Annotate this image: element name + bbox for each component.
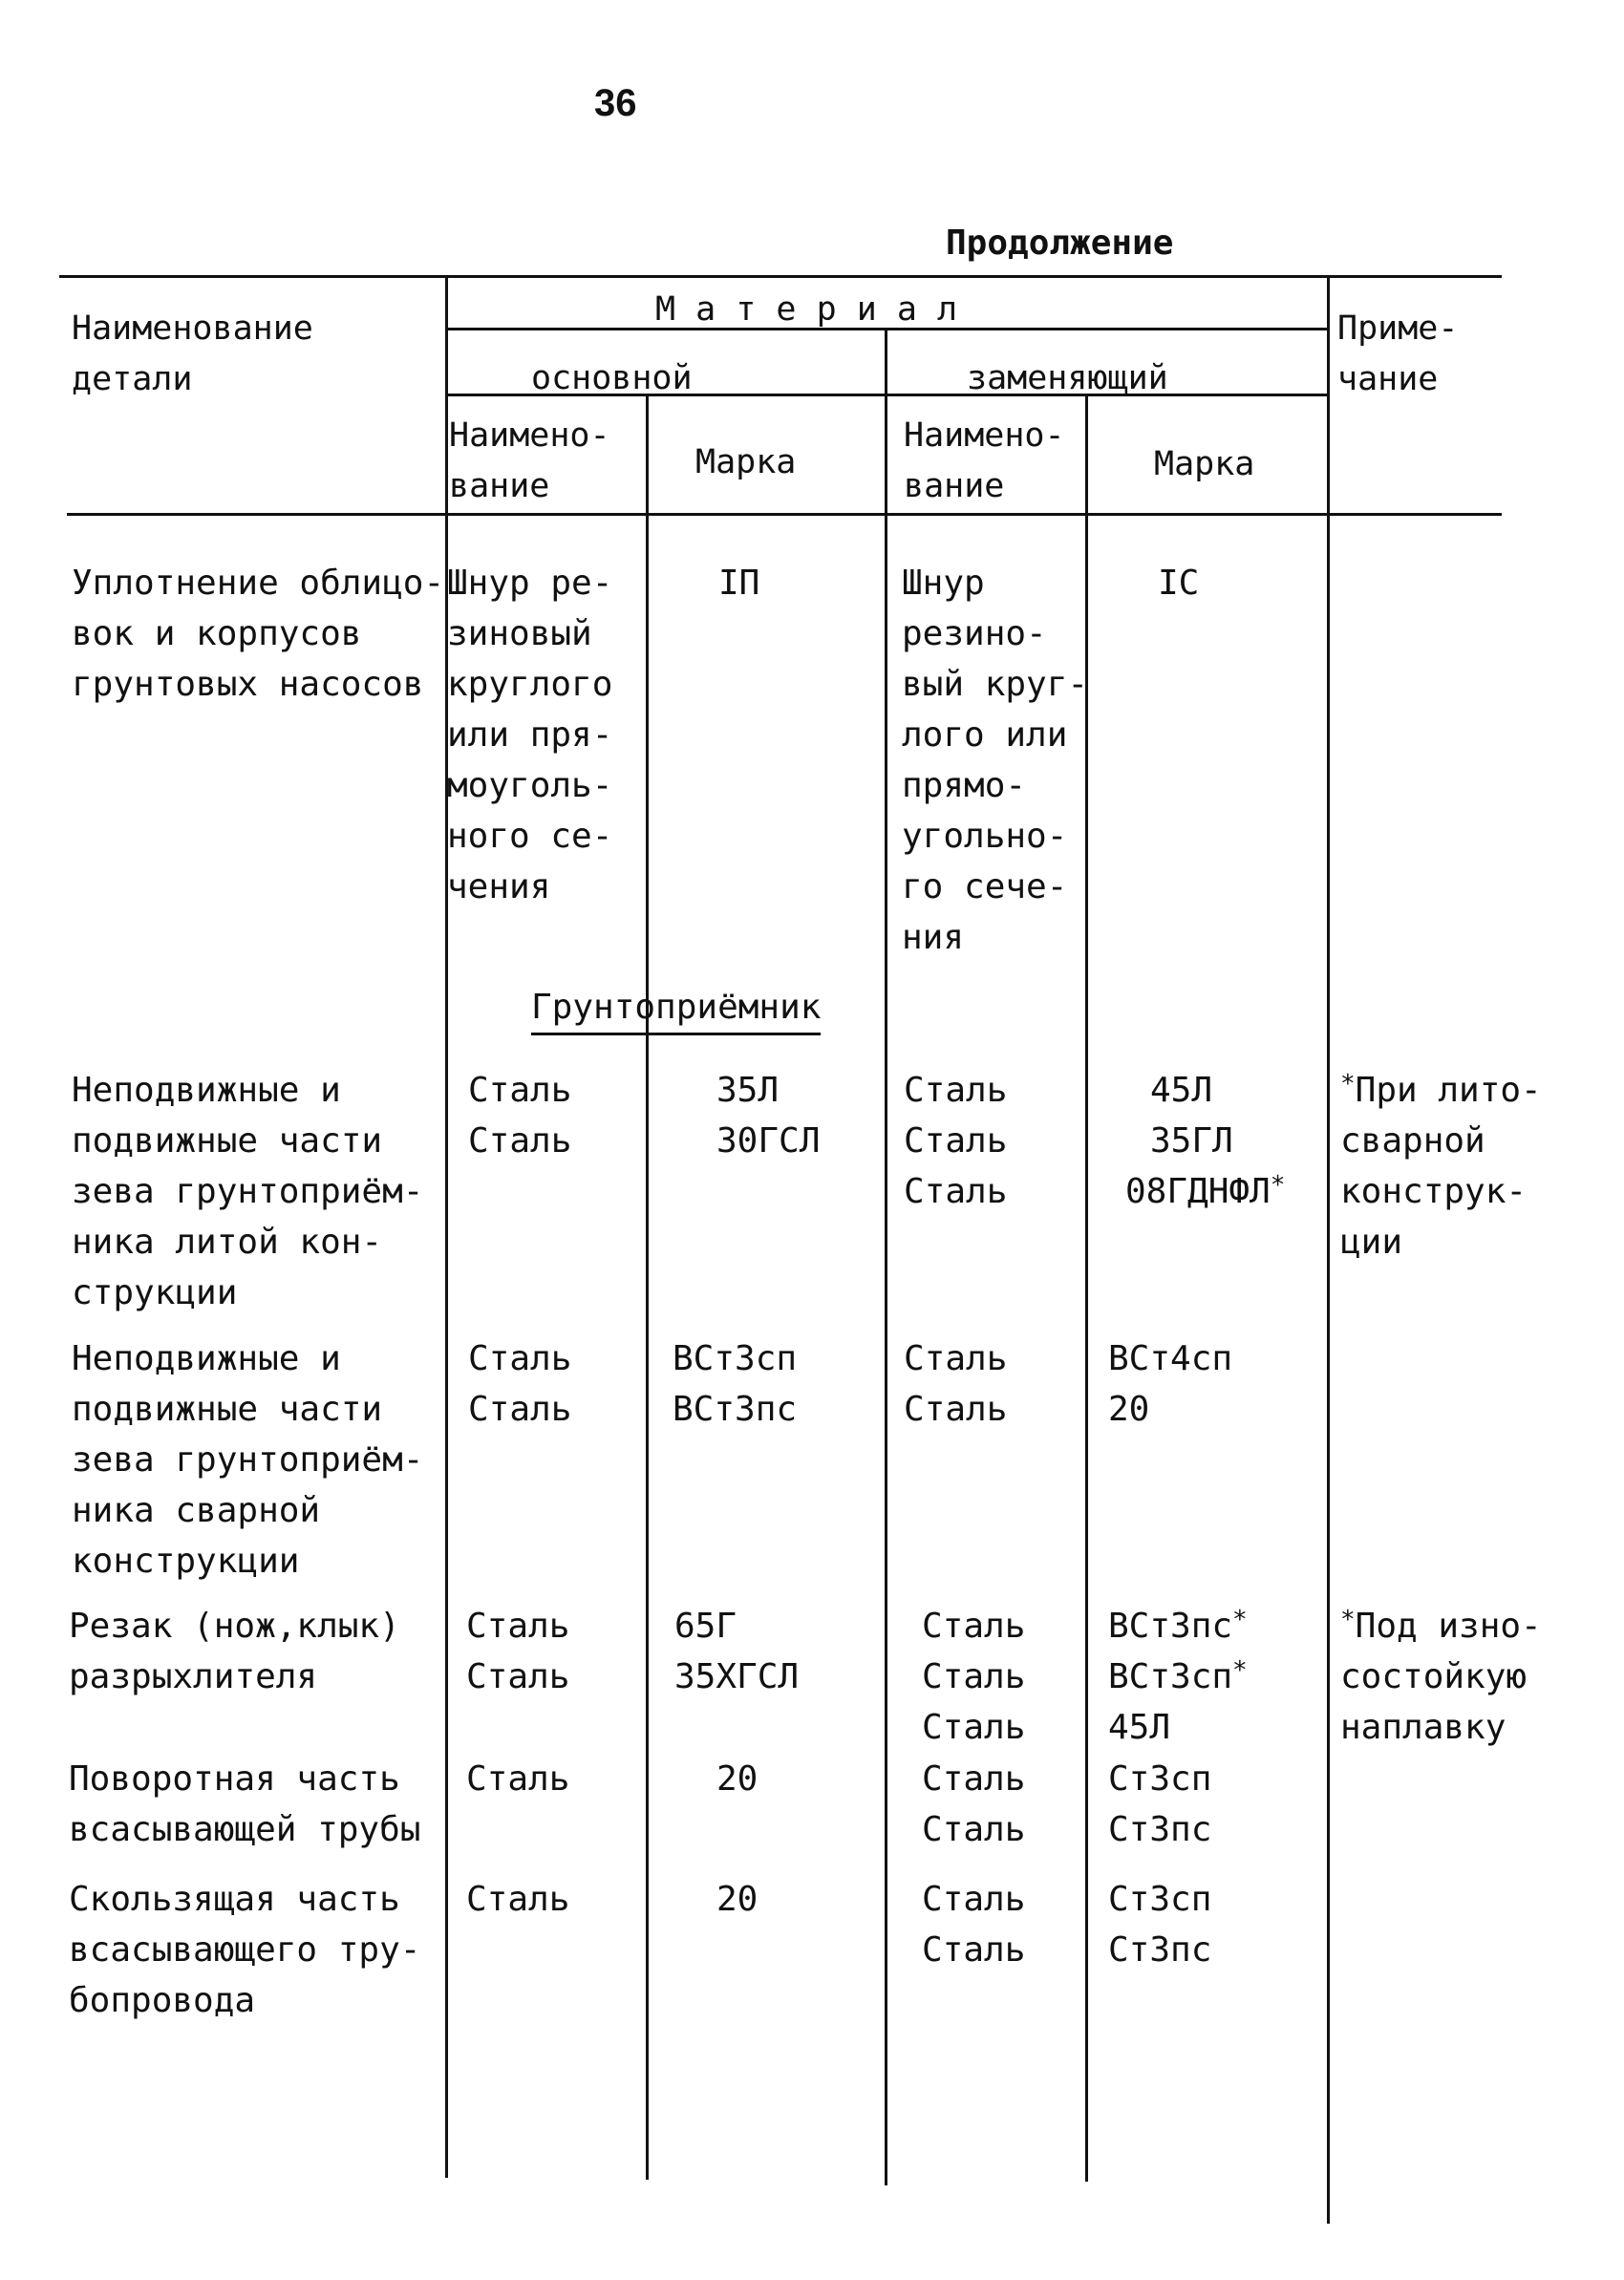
- footnote-mark: *: [1340, 1606, 1356, 1634]
- alt-material-grade: Ст3сп Ст3пс: [1108, 1880, 1212, 1970]
- page-number: 36: [594, 82, 637, 124]
- note: *Под изно- состойкую наплавку: [1340, 1606, 1542, 1747]
- part-name: Неподвижные и подвижные части зева грунтоприём- ника литой кон- струкции: [72, 1071, 424, 1312]
- base-material-grade: IП: [718, 564, 760, 603]
- alt-material-name: Сталь Сталь Сталь: [922, 1607, 1026, 1747]
- base-material-grade: 20: [716, 1759, 759, 1799]
- alt-material-grade: IС: [1158, 564, 1200, 603]
- header-alt-grade: Марка: [1154, 445, 1255, 483]
- alt-material-name: Сталь Сталь: [922, 1759, 1026, 1849]
- base-material-grade: 20: [716, 1880, 759, 1919]
- header-basic-name: Наимено- вание: [449, 416, 610, 505]
- base-material-name: Сталь: [466, 1880, 570, 1919]
- part-name: Уплотнение облицо- вок и корпусов грунтовых насосов: [72, 564, 445, 704]
- alt-material-name: Сталь Сталь: [922, 1880, 1026, 1970]
- alt-material-name: Сталь Сталь Сталь: [904, 1071, 1008, 1211]
- base-material-grade: 65Г 35ХГСЛ: [674, 1607, 800, 1696]
- header-part-name: Наименование детали: [72, 309, 313, 398]
- footnote-mark: *: [1232, 1606, 1248, 1634]
- alt-material-name: Шнур резино- вый круг- лого или прямо- угольно- го сече- ния: [902, 564, 1089, 957]
- continuation-label: Продолжение: [946, 224, 1174, 263]
- header-note: Приме- чание: [1337, 309, 1459, 398]
- base-material-grade: ВСт3сп ВСт3пс: [673, 1339, 798, 1429]
- base-material-name: Шнур ре- зиновый круглого или пря- моуголь- ного се- чения: [447, 564, 613, 906]
- footnote-mark: *: [1340, 1070, 1356, 1098]
- base-material-name: Сталь Сталь: [466, 1607, 570, 1696]
- alt-material-grade: Ст3сп Ст3пс: [1108, 1759, 1212, 1849]
- note: *При лито- сварной конструк- ции: [1340, 1070, 1542, 1262]
- part-name: Скользящая часть всасывающего тру- бопровода: [69, 1880, 421, 2020]
- alt-material-grade: 45Л 35ГЛ 08ГДНФЛ*: [1125, 1071, 1286, 1211]
- part-name: Неподвижные и подвижные части зева грунтоприём- ника сварной конструкции: [72, 1339, 424, 1581]
- section-title: Грунтоприёмник: [531, 982, 821, 1035]
- header-basic: основной: [531, 359, 693, 397]
- base-material-grade: 35Л 30ГСЛ: [716, 1071, 821, 1161]
- header-alt-name: Наимено- вание: [904, 416, 1065, 505]
- part-name: Поворотная часть всасывающей трубы: [69, 1759, 421, 1849]
- base-material-name: Сталь: [466, 1759, 570, 1799]
- header-material: М а т е р и а л: [655, 290, 958, 329]
- base-material-name: Сталь Сталь: [468, 1339, 572, 1429]
- part-name: Резак (нож,клык) разрыхлителя: [69, 1607, 400, 1696]
- header-replacement: заменяющий: [967, 359, 1168, 397]
- base-material-name: Сталь Сталь: [468, 1071, 572, 1161]
- alt-material-name: Сталь Сталь: [904, 1339, 1008, 1429]
- footnote-mark: *: [1270, 1171, 1286, 1200]
- footnote-mark: *: [1232, 1656, 1248, 1685]
- header-basic-grade: Марка: [695, 443, 797, 481]
- alt-material-grade: ВСт4сп 20: [1108, 1339, 1233, 1429]
- alt-material-grade: ВСт3пс* ВСт3сп* 45Л: [1108, 1606, 1248, 1747]
